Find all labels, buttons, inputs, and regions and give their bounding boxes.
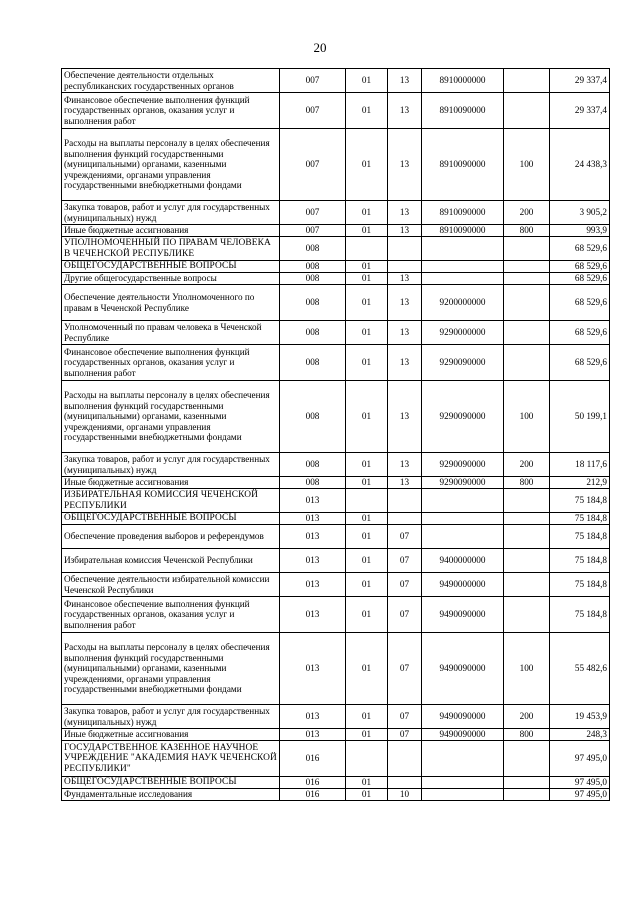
row-section-code: 01 [346, 789, 388, 801]
row-ministry-code: 013 [280, 525, 346, 549]
row-amount: 97 495,0 [550, 741, 610, 777]
row-subsection-code: 13 [388, 381, 422, 453]
row-target-article [422, 525, 504, 549]
row-amount: 19 453,9 [550, 705, 610, 729]
row-ministry-code: 007 [280, 129, 346, 201]
table-row [62, 225, 610, 237]
row-expense-type [504, 285, 550, 321]
row-target-article: 9290090000 [422, 345, 504, 381]
table-row [62, 201, 610, 225]
row-ministry-code: 008 [280, 345, 346, 381]
row-subsection-code: 07 [388, 729, 422, 741]
row-ministry-code: 008 [280, 285, 346, 321]
row-name: Избирательная комиссия Чеченской Республики [62, 549, 280, 573]
row-section-code: 01 [346, 285, 388, 321]
row-amount: 75 184,8 [550, 573, 610, 597]
row-amount: 75 184,8 [550, 597, 610, 633]
row-target-article [422, 513, 504, 525]
row-name: Расходы на выплаты персоналу в целях обеспечения выполнения функций государственными (муниципальными) органами, казенными учреждениями, органами управления государственными внебюджетными фондами [62, 633, 280, 705]
table-row [62, 381, 610, 453]
row-target-article: 9400000000 [422, 549, 504, 573]
table-row [62, 321, 610, 345]
row-ministry-code: 016 [280, 741, 346, 777]
row-expense-type: 200 [504, 201, 550, 225]
row-amount: 97 495,0 [550, 789, 610, 801]
row-name: Обеспечение проведения выборов и референдумов [62, 525, 280, 549]
row-target-article: 9490000000 [422, 573, 504, 597]
row-target-article [422, 489, 504, 513]
row-ministry-code: 008 [280, 381, 346, 453]
row-section-code [346, 489, 388, 513]
row-name: Иные бюджетные ассигнования [62, 477, 280, 489]
row-amount: 68 529,6 [550, 285, 610, 321]
row-ministry-code: 013 [280, 549, 346, 573]
row-expense-type [504, 261, 550, 273]
row-subsection-code: 07 [388, 573, 422, 597]
row-expense-type [504, 321, 550, 345]
row-ministry-code: 007 [280, 93, 346, 129]
row-subsection-code [388, 261, 422, 273]
row-subsection-code [388, 237, 422, 261]
row-name: Закупка товаров, работ и услуг для государственных (муниципальных) нужд [62, 453, 280, 477]
row-section-code: 01 [346, 345, 388, 381]
table-row [62, 273, 610, 285]
table-row [62, 633, 610, 705]
row-subsection-code [388, 741, 422, 777]
row-name: Расходы на выплаты персоналу в целях обеспечения выполнения функций государственными (муниципальными) органами, казенными учреждениями, органами управления государственными внебюджетными фондами [62, 129, 280, 201]
table-row [62, 477, 610, 489]
row-ministry-code: 013 [280, 729, 346, 741]
row-amount: 55 482,6 [550, 633, 610, 705]
table-row [62, 729, 610, 741]
row-name: ИЗБИРАТЕЛЬНАЯ КОМИССИЯ ЧЕЧЕНСКОЙ РЕСПУБЛИКИ [62, 489, 280, 513]
row-ministry-code: 013 [280, 705, 346, 729]
row-section-code: 01 [346, 573, 388, 597]
row-name: ГОСУДАРСТВЕННОЕ КАЗЕННОЕ НАУЧНОЕ УЧРЕЖДЕНИЕ "АКАДЕМИЯ НАУК ЧЕЧЕНСКОЙ РЕСПУБЛИКИ" [62, 741, 280, 777]
row-amount: 68 529,6 [550, 345, 610, 381]
row-section-code: 01 [346, 381, 388, 453]
table-row [62, 597, 610, 633]
row-name: Финансовое обеспечение выполнения функций государственных органов, оказания услуг и выполнения работ [62, 597, 280, 633]
row-ministry-code: 008 [280, 273, 346, 285]
row-amount: 75 184,8 [550, 525, 610, 549]
table-row [62, 777, 610, 789]
row-ministry-code: 008 [280, 237, 346, 261]
row-expense-type [504, 741, 550, 777]
table-row [62, 453, 610, 477]
row-target-article: 8910090000 [422, 93, 504, 129]
row-target-article [422, 789, 504, 801]
row-ministry-code: 013 [280, 633, 346, 705]
row-subsection-code: 13 [388, 453, 422, 477]
row-target-article: 9290090000 [422, 477, 504, 489]
row-name: Закупка товаров, работ и услуг для государственных (муниципальных) нужд [62, 201, 280, 225]
row-name: Закупка товаров, работ и услуг для государственных (муниципальных) нужд [62, 705, 280, 729]
row-section-code: 01 [346, 729, 388, 741]
row-expense-type [504, 573, 550, 597]
row-subsection-code: 13 [388, 93, 422, 129]
row-expense-type [504, 513, 550, 525]
row-section-code: 01 [346, 93, 388, 129]
row-subsection-code: 13 [388, 69, 422, 93]
table-row [62, 489, 610, 513]
table-row [62, 573, 610, 597]
row-subsection-code [388, 777, 422, 789]
row-expense-type [504, 549, 550, 573]
table-row [62, 549, 610, 573]
row-name: Расходы на выплаты персоналу в целях обеспечения выполнения функций государственными (муниципальными) органами, казенными учреждениями, органами управления государственными внебюджетными фондами [62, 381, 280, 453]
row-expense-type: 200 [504, 453, 550, 477]
row-expense-type [504, 345, 550, 381]
row-section-code: 01 [346, 777, 388, 789]
row-name: Финансовое обеспечение выполнения функций государственных органов, оказания услуг и выполнения работ [62, 93, 280, 129]
row-subsection-code: 13 [388, 201, 422, 225]
row-name: Иные бюджетные ассигнования [62, 225, 280, 237]
row-subsection-code: 07 [388, 705, 422, 729]
row-amount: 248,3 [550, 729, 610, 741]
table-row [62, 345, 610, 381]
row-name: Обеспечение деятельности отдельных республиканских государственных органов [62, 69, 280, 93]
row-target-article: 8910090000 [422, 201, 504, 225]
row-target-article: 8910000000 [422, 69, 504, 93]
budget-rows [62, 69, 610, 801]
row-ministry-code: 016 [280, 777, 346, 789]
row-target-article [422, 237, 504, 261]
row-ministry-code: 008 [280, 453, 346, 477]
row-expense-type [504, 777, 550, 789]
row-amount: 24 438,3 [550, 129, 610, 201]
table-row [62, 525, 610, 549]
row-expense-type: 200 [504, 705, 550, 729]
table-row [62, 129, 610, 201]
row-ministry-code: 008 [280, 261, 346, 273]
row-target-article: 9290090000 [422, 453, 504, 477]
row-name: Фундаментальные исследования [62, 789, 280, 801]
row-subsection-code: 07 [388, 549, 422, 573]
row-subsection-code: 13 [388, 273, 422, 285]
table-row [62, 93, 610, 129]
row-target-article: 9490090000 [422, 597, 504, 633]
row-name: Уполномоченный по правам человека в Чеченской Республике [62, 321, 280, 345]
row-amount: 3 905,2 [550, 201, 610, 225]
row-name: ОБЩЕГОСУДАРСТВЕННЫЕ ВОПРОСЫ [62, 261, 280, 273]
row-target-article: 9290090000 [422, 381, 504, 453]
row-name: ОБЩЕГОСУДАРСТВЕННЫЕ ВОПРОСЫ [62, 513, 280, 525]
row-name: Другие общегосударственные вопросы [62, 273, 280, 285]
row-expense-type: 800 [504, 729, 550, 741]
row-target-article [422, 777, 504, 789]
row-ministry-code: 013 [280, 513, 346, 525]
row-subsection-code [388, 489, 422, 513]
row-section-code: 01 [346, 705, 388, 729]
table-row [62, 69, 610, 93]
row-section-code: 01 [346, 477, 388, 489]
row-subsection-code: 07 [388, 597, 422, 633]
row-ministry-code: 007 [280, 225, 346, 237]
row-section-code: 01 [346, 453, 388, 477]
row-ministry-code: 013 [280, 573, 346, 597]
row-ministry-code: 013 [280, 489, 346, 513]
row-amount: 75 184,8 [550, 513, 610, 525]
row-section-code [346, 237, 388, 261]
row-target-article [422, 741, 504, 777]
row-ministry-code: 013 [280, 597, 346, 633]
row-target-article: 9490090000 [422, 633, 504, 705]
table-row [62, 513, 610, 525]
row-target-article: 8910090000 [422, 225, 504, 237]
page-number: 20 [313, 40, 327, 55]
row-expense-type [504, 237, 550, 261]
row-amount: 212,9 [550, 477, 610, 489]
row-expense-type: 100 [504, 633, 550, 705]
row-name: УПОЛНОМОЧЕННЫЙ ПО ПРАВАМ ЧЕЛОВЕКА В ЧЕЧЕНСКОЙ РЕСПУБЛИКЕ [62, 237, 280, 261]
row-amount: 29 337,4 [550, 69, 610, 93]
row-section-code: 01 [346, 549, 388, 573]
row-target-article [422, 261, 504, 273]
row-amount: 75 184,8 [550, 549, 610, 573]
row-subsection-code [388, 513, 422, 525]
row-name: ОБЩЕГОСУДАРСТВЕННЫЕ ВОПРОСЫ [62, 777, 280, 789]
row-subsection-code: 13 [388, 225, 422, 237]
row-target-article: 8910090000 [422, 129, 504, 201]
row-name: Обеспечение деятельности избирательной комиссии Чеченской Республики [62, 573, 280, 597]
row-expense-type [504, 273, 550, 285]
row-subsection-code: 13 [388, 345, 422, 381]
table-row [62, 789, 610, 801]
budget-table [61, 68, 610, 801]
row-target-article: 9490090000 [422, 705, 504, 729]
row-target-article [422, 273, 504, 285]
row-amount: 18 117,6 [550, 453, 610, 477]
row-ministry-code: 007 [280, 201, 346, 225]
row-amount: 75 184,8 [550, 489, 610, 513]
row-amount: 993,9 [550, 225, 610, 237]
row-amount: 29 337,4 [550, 93, 610, 129]
row-section-code: 01 [346, 69, 388, 93]
row-expense-type: 100 [504, 381, 550, 453]
table-row [62, 285, 610, 321]
row-ministry-code: 008 [280, 321, 346, 345]
row-section-code: 01 [346, 525, 388, 549]
row-expense-type [504, 597, 550, 633]
row-subsection-code: 07 [388, 525, 422, 549]
row-expense-type [504, 93, 550, 129]
table-row [62, 261, 610, 273]
row-amount: 68 529,6 [550, 237, 610, 261]
row-subsection-code: 13 [388, 129, 422, 201]
row-section-code [346, 741, 388, 777]
row-subsection-code: 13 [388, 285, 422, 321]
row-ministry-code: 007 [280, 69, 346, 93]
row-expense-type [504, 789, 550, 801]
row-expense-type: 800 [504, 477, 550, 489]
row-section-code: 01 [346, 261, 388, 273]
row-name: Иные бюджетные ассигнования [62, 729, 280, 741]
row-section-code: 01 [346, 129, 388, 201]
table-row [62, 741, 610, 777]
table-row [62, 237, 610, 261]
row-expense-type: 800 [504, 225, 550, 237]
row-expense-type [504, 489, 550, 513]
row-ministry-code: 016 [280, 789, 346, 801]
row-target-article: 9290000000 [422, 321, 504, 345]
row-section-code: 01 [346, 633, 388, 705]
row-section-code: 01 [346, 273, 388, 285]
row-subsection-code: 13 [388, 477, 422, 489]
row-name: Финансовое обеспечение выполнения функций государственных органов, оказания услуг и выполнения работ [62, 345, 280, 381]
row-amount: 68 529,6 [550, 273, 610, 285]
row-expense-type: 100 [504, 129, 550, 201]
row-ministry-code: 008 [280, 477, 346, 489]
row-subsection-code: 10 [388, 789, 422, 801]
row-section-code: 01 [346, 225, 388, 237]
row-section-code: 01 [346, 513, 388, 525]
row-section-code: 01 [346, 201, 388, 225]
row-amount: 50 199,1 [550, 381, 610, 453]
row-subsection-code: 07 [388, 633, 422, 705]
row-expense-type [504, 525, 550, 549]
row-expense-type [504, 69, 550, 93]
row-section-code: 01 [346, 321, 388, 345]
row-name: Обеспечение деятельности Уполномоченного по правам в Чеченской Республике [62, 285, 280, 321]
row-subsection-code: 13 [388, 321, 422, 345]
row-amount: 97 495,0 [550, 777, 610, 789]
row-target-article: 9490090000 [422, 729, 504, 741]
row-target-article: 9200000000 [422, 285, 504, 321]
row-amount: 68 529,6 [550, 261, 610, 273]
row-section-code: 01 [346, 597, 388, 633]
row-amount: 68 529,6 [550, 321, 610, 345]
table-row [62, 705, 610, 729]
